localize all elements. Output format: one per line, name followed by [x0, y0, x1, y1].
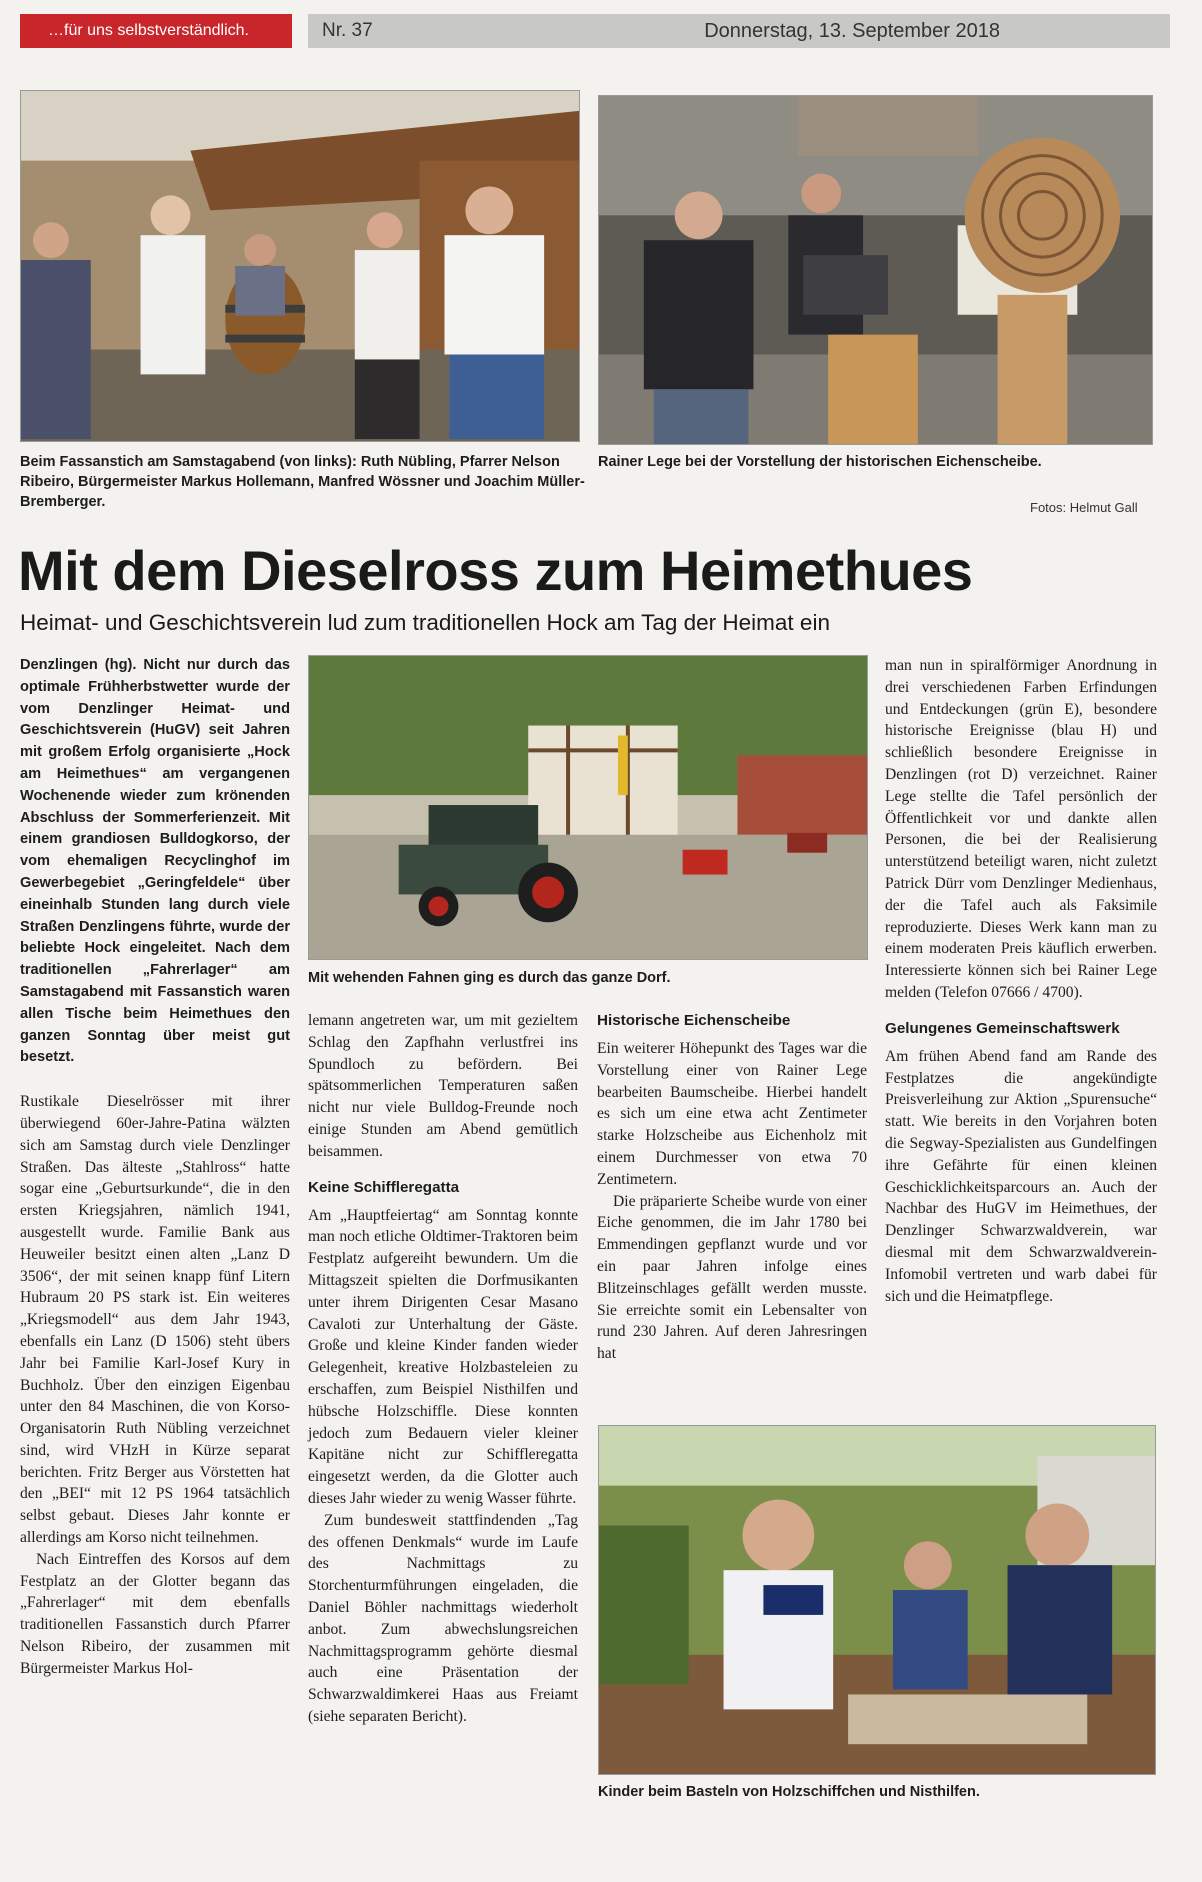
paragraph: Zum bundesweit stattfindenden „Tag des offenen Denkmals“ wurde im Laufe des Nachmittags zu Storchenturmführungen eingeladen, die Daniel Böhler nachmittags wiederholt anbot. Zum abwechslungsreichen Nachmittagsprogramm gehörte diesmal auch eine Präsentation der Schwarzwaldimkerei Haas aus Freiamt (siehe separaten Bericht).	[308, 1511, 578, 1725]
photo-bulldogkorso	[308, 655, 868, 960]
article-headline: Mit dem Dieselross zum Heimethues	[18, 539, 973, 602]
paragraph: Die präparierte Scheibe wurde von einer Eiche genommen, die im Jahr 1780 bei Emmendingen gepflanzt wurde und vor ein paar Jahren infolge eines Blitzeinschlages gefällt werden musste. Sie erreichte somit ein Lebensalter von rund 230 Jahren. Auf deren Jahresringen hat	[597, 1192, 867, 1363]
paragraph: Rustikale Dieselrösser mit ihrer überwiegend 60er-Jahre-Patina wälzten sich am Samstag durch viele Denzlinger Straßen. Das älteste „Stahlross“ hatte sogar eine „Geburtsurkunde“, die in den ersten Kriegsjahren, nämlich 1941, ausgestellt wurde. Familie Bank aus Heuweiler besitzt einen alten „Lanz D 3506“, der mit seinen knapp fünf Litern Hubraum 20 PS stark ist. Ein weiteres „Kriegsmodell“ aus dem Jahr 1943, ebenfalls ein Lanz (D 1506) steht übers Jahr bei Familie Karl-Josef Kury in Buchholz. Über den einzigen Eigenbau unter den 84 Maschinen, die von Korso-Organisatorin Ruth Nübling verzeichnet sind, wird VHzH in Kürze separat berichten. Fritz Berger aus Vörstetten hat den „BEI“ mit 12 PS 1964 tatsächlich selbst gebaut. Dieses Jahr konnte er allerdings am Korso nicht teilnehmen.	[20, 1093, 290, 1547]
issue-date: Donnerstag, 13. September 2018	[704, 19, 1000, 42]
page-header-bar	[20, 14, 1170, 48]
article-column-3	[597, 1000, 867, 1365]
paragraph: Am frühen Abend fand am Rande des Festplatzes die angekündigte Preisverleihung zur Aktion „Spurensuche“ statt. Wie bereits in den Vorjahren boten die Segway-Spezialisten aus Gundelfingen ihre Gefährte für einen kleinen Geschicklichkeitsparcours an. Auch der Nachbar des HuGV im Heimethues, der Denzlinger Schwarzwaldverein, war diesmal mit dem Schwarzwaldverein-Infomobil vertreten und warb dabei für sich und die Heimatpflege.	[885, 1047, 1157, 1305]
photo-fassanstich	[20, 90, 580, 442]
paragraph: Nach Eintreffen des Korsos auf dem Festplatz an der Glotter begann das „Fahrerlager“ mit dem ebenfalls traditionellen Fassanstich durch Pfarrer Nelson Ribeiro, der zusammen mit Bürgermeister Markus Hol-	[20, 1550, 290, 1677]
article-lead: Denzlingen (hg). Nicht nur durch das optimale Frühherbstwetter wurde der vom Denzlinger Heimat- und Geschichtsverein (HuGV) seit Jahren mit großem Erfolg organisierte „Hock am Heimethues“ am vergangenen Wochenende wieder zum krönenden Abschluss der Sommerferienzeit. Mit einem grandiosen Bulldogkorso, der vom ehemaligen Recyclinghof im Gewerbegebiet „Geringfeldele“ über eineinhalb Stunden lang durch viele Straßen Denzlingens führte, wurde der beliebte Hock eingeleitet. Nach dem traditionellen „Fahrerlager“ am Samstagabend mit Fassanstich waren allen Tische beim Heimethues den ganzen Sonntag über meist gut besetzt.	[20, 657, 290, 1066]
article-column-1	[20, 655, 290, 1680]
subheading-gemeinschaftswerk: Gelungenes Gemeinschaftswerk	[885, 1019, 1120, 1037]
photo-eichenscheibe	[598, 95, 1153, 445]
article-column-4	[885, 655, 1157, 1307]
article-column-2	[308, 1010, 578, 1728]
paragraph: man nun in spiralförmiger Anordnung in drei verschiedenen Farben Erfindungen und Entdeckungen (grün E), besondere historische Ereignisse (blau H) und schließlich besondere Ereignisse in Denzlingen (rot D) verzeichnet. Rainer Lege stellte die Tafel persönlich der Öffentlichkeit vor und dankte allen Personen, die bei der Realisierung unterstützend beteiligt waren, nicht zuletzt Patrick Dürr vom Denzlinger Medienhaus, der die Tafel auch als Faksimile reproduzierte. Dieses Werk kann man zu einem moderaten Preis käuflich erwerben. Interessierte können sich bei Rainer Lege melden (Telefon 07666 / 4700).	[885, 657, 1157, 1001]
caption-photo-eichenscheibe: Rainer Lege bei der Vorstellung der historischen Eichenscheibe.	[598, 454, 1042, 470]
paragraph: Am „Hauptfeiertag“ am Sonntag konnte man noch etliche Oldtimer-Traktoren beim Festplatz aufgereiht bewundern. Um die Mittagszeit spielten die Dorfmusikanten unter ihrem Dirigenten Cesar Masano Cavaloti zur Unterhaltung der Gäste. Große und kleine Kinder fanden wieder Gelegenheit, kreative Holzbasteleien zu erschaffen, zum Beispiel Nisthilfen und hübsche Holzschiffle. Diese konnten jedoch zum Bedauern vieler kleiner Kapitäne nicht zur Schiffleregatta eingesetzt werden, da die Glotter auch dieses Jahr wieder zu wenig Wasser führte.	[308, 1206, 578, 1507]
header-divider	[292, 14, 308, 48]
subheading-eichenscheibe: Historische Eichenscheibe	[597, 1012, 791, 1029]
paragraph: lemann angetreten war, um mit gezieltem Schlag den Zapfhahn verlustfrei ins Spundloch zu befördern. Bei spätsommerlichen Temperaturen saßen nicht nur viele Bulldog-Freunde noch einige Stunden am Abend gemütlich beisammen.	[308, 1012, 578, 1160]
caption-photo-kinder-basteln: Kinder beim Basteln von Holzschiffchen und Nisthilfen.	[598, 1784, 980, 1800]
section-tag: …für uns selbstverständlich.	[20, 14, 292, 48]
subheading-schiffleregatta: Keine Schiffleregatta	[308, 1178, 460, 1196]
paragraph: Ein weiterer Höhepunkt des Tages war die Vorstellung einer von Rainer Lege bearbeiten Baumscheibe. Hierbei handelt es sich um eine etwa acht Zentimeter starke Holzscheibe aus Eichenholz mit einem Durchmesser von etwa 70 Zentimetern.	[597, 1040, 867, 1188]
article-subheadline: Heimat- und Geschichtsverein lud zum traditionellen Hock am Tag der Heimat ein	[20, 610, 830, 635]
caption-photo-bulldogkorso: Mit wehenden Fahnen ging es durch das ganze Dorf.	[308, 970, 671, 986]
photo-kinder-basteln	[598, 1425, 1156, 1775]
caption-photo-fassanstich: Beim Fassanstich am Samstagabend (von links): Ruth Nübling, Pfarrer Nelson Ribeiro, Bürgermeister Markus Hollemann, Manfred Wössner und Joachim Müller-Bremberger.	[20, 454, 585, 510]
issue-number: Nr. 37	[322, 20, 373, 41]
photo-credit: Fotos: Helmut Gall	[1030, 500, 1138, 515]
